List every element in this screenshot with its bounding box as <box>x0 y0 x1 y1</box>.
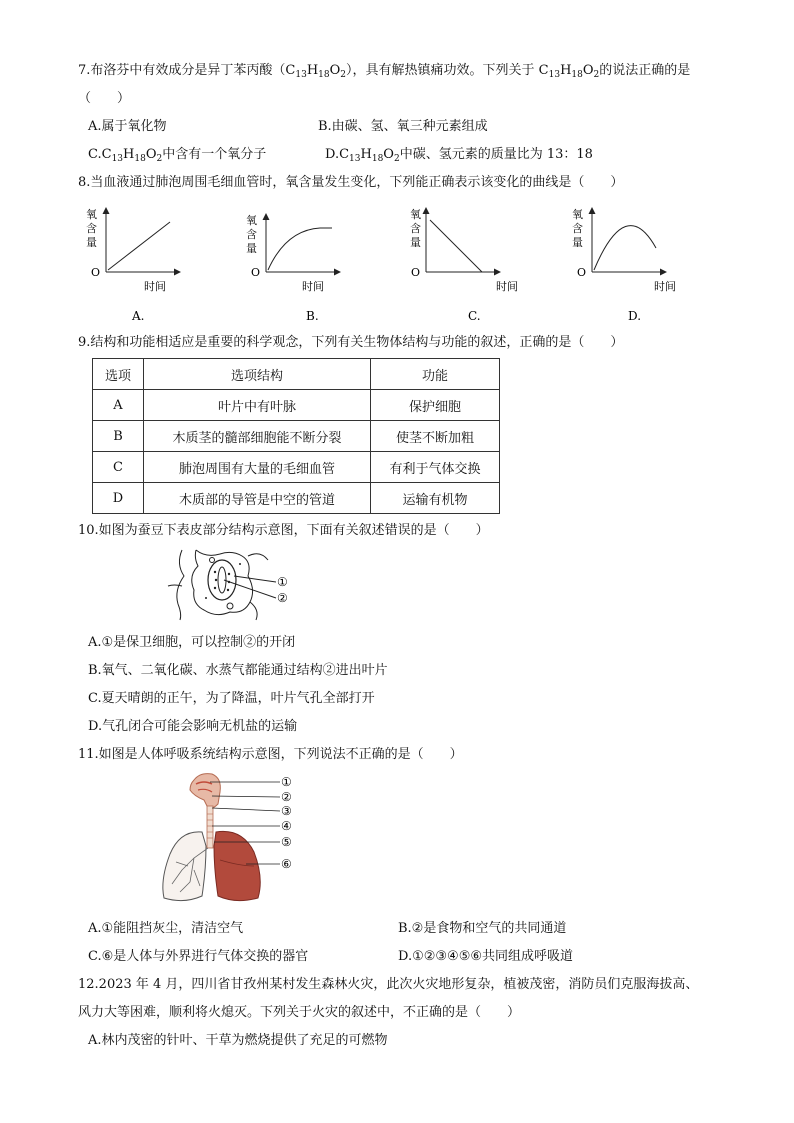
q10-option-a: A.①是保卫细胞，可以控制②的开闭 <box>88 635 296 650</box>
q11-stem: 11.如图是人体呼吸系统结构示意图，下列说法不正确的是（ ） <box>78 747 463 762</box>
graph-a-origin: O <box>91 266 101 279</box>
graph-d-ylabel-2: 含 <box>572 222 583 235</box>
graph-b-ylabel-2: 含 <box>246 228 257 241</box>
q9-stem: 9.结构和功能相适应是重要的科学观念，下列有关生物体结构与功能的叙述，正确的是（ ） <box>78 335 624 350</box>
table-cell: 木质茎的髓部细胞能不断分裂 <box>144 421 371 452</box>
table-header-cell: 功能 <box>371 359 500 390</box>
table-row <box>93 390 500 421</box>
q8-stem: 8.当血液通过肺泡周围毛细血管时，氧含量发生变化，下列能正确表示该变化的曲线是（ ） <box>78 175 624 190</box>
q11-mark-3: ③ <box>281 804 292 818</box>
q12-stem-line-1: 12.2023 年 4 月，四川省甘孜州某村发生森林火灾，此次火灾地形复杂，植被茂密，消防员们克服海拔高、 <box>78 977 699 992</box>
q8-graphs <box>80 200 700 330</box>
q11-mark-2: ② <box>281 790 292 804</box>
graph-d <box>572 207 676 323</box>
q11-option-c: C.⑥是人体与外界进行气体交换的器官 <box>88 949 309 964</box>
graph-d-curve <box>594 226 656 270</box>
table-cell: 肺泡周围有大量的毛细血管 <box>144 452 371 483</box>
graph-b-xlabel: 时间 <box>302 280 324 293</box>
table-header-row <box>93 359 500 390</box>
q10-mark-2: ② <box>277 591 288 605</box>
graph-b-ylabel-3: 量 <box>246 242 257 255</box>
q11-option-b: B.②是食物和空气的共同通道 <box>398 921 567 936</box>
graph-c-label: C. <box>468 309 481 323</box>
q11-option-d: D.①②③④⑤⑥共同组成呼吸道 <box>398 949 574 964</box>
q12-stem-line-2: 风力大等困难，顺利将火熄灭。下列关于火灾的叙述中，不正确的是（ ） <box>78 1005 521 1020</box>
graph-b-curve <box>268 228 332 270</box>
graph-d-ylabel-3: 量 <box>572 236 583 249</box>
q11-respiratory-diagram <box>150 770 310 912</box>
q10-option-c: C.夏天晴朗的正午，为了降温，叶片气孔全部打开 <box>88 691 375 706</box>
q7-answer-paren: （ ） <box>78 91 131 106</box>
table-cell: 叶片中有叶脉 <box>144 390 371 421</box>
table-cell: 保护细胞 <box>371 390 500 421</box>
q11-mark-5: ⑤ <box>281 835 292 849</box>
q9-table <box>92 358 500 514</box>
graph-d-origin: O <box>577 266 587 279</box>
q7-option-c: $C.C_{13}H_{18}O_2$中含有一个氧分子 <box>88 147 267 164</box>
q11-option-a: A.①能阻挡灰尘，清洁空气 <box>88 921 244 936</box>
graph-a <box>86 207 180 323</box>
graph-a-ylabel-2: 含 <box>86 222 97 235</box>
table-cell: 使茎不断加粗 <box>371 421 500 452</box>
q7-stem: 7.布洛芬中有效成分是异丁苯丙酸$(C_{13}H_{18}O_2)$，具有解热镇痛功效。下列关于 $C_{13}H_{18}O_2$的说法正确的是 <box>78 63 691 80</box>
q7-option-b: B.由碳、氢、氧三种元素组成 <box>318 119 488 134</box>
q12-option-a: A.林内茂密的针叶、干草为燃烧提供了充足的可燃物 <box>88 1033 388 1048</box>
table-cell: 运输有机物 <box>371 483 500 514</box>
graph-b-label: B. <box>306 309 319 323</box>
graph-b-ylabel-1: 氧 <box>246 214 257 227</box>
q10-option-d: D.气孔闭合可能会影响无机盐的运输 <box>88 719 298 734</box>
graph-a-ylabel-3: 量 <box>86 236 97 249</box>
q7-option-a: A.属于氧化物 <box>88 119 167 134</box>
table-cell: A <box>93 390 144 421</box>
table-row <box>93 421 500 452</box>
q10-stomata-diagram <box>160 546 300 622</box>
q10-mark-1: ① <box>277 575 288 589</box>
graph-c-origin: O <box>411 266 421 279</box>
graph-c-ylabel-2: 含 <box>410 222 421 235</box>
table-cell: 木质部的导管是中空的管道 <box>144 483 371 514</box>
q7-option-d: $D.C_{13}H_{18}O_2$中碳、氢元素的质量比为 13：18 <box>325 147 593 164</box>
graph-a-curve <box>108 222 170 270</box>
table-cell: B <box>93 421 144 452</box>
q11-mark-6: ⑥ <box>281 857 292 871</box>
graph-c-ylabel-3: 量 <box>410 236 421 249</box>
table-cell: D <box>93 483 144 514</box>
graph-c <box>410 207 518 323</box>
graph-c-ylabel-1: 氧 <box>410 208 421 221</box>
graph-d-xlabel: 时间 <box>654 280 676 293</box>
graph-a-label: A. <box>132 309 145 323</box>
table-cell: C <box>93 452 144 483</box>
graph-c-xlabel: 时间 <box>496 280 518 293</box>
table-cell: 有利于气体交换 <box>371 452 500 483</box>
graph-d-ylabel-1: 氧 <box>572 208 583 221</box>
q10-option-b: B.氧气、二氧化碳、水蒸气都能通过结构②进出叶片 <box>88 663 388 678</box>
q10-stem: 10.如图为蚕豆下表皮部分结构示意图，下面有关叙述错误的是（ ） <box>78 523 489 538</box>
table-header-cell: 选项结构 <box>144 359 371 390</box>
table-row <box>93 452 500 483</box>
table-header-cell: 选项 <box>93 359 144 390</box>
graph-c-curve <box>430 220 482 272</box>
graph-a-xlabel: 时间 <box>144 280 166 293</box>
graph-b <box>246 213 340 323</box>
q11-mark-1: ① <box>281 775 292 789</box>
graph-b-origin: O <box>251 266 261 279</box>
q11-mark-4: ④ <box>281 819 292 833</box>
table-row <box>93 483 500 514</box>
graph-d-label: D. <box>628 309 642 323</box>
graph-a-ylabel-1: 氧 <box>86 208 97 221</box>
